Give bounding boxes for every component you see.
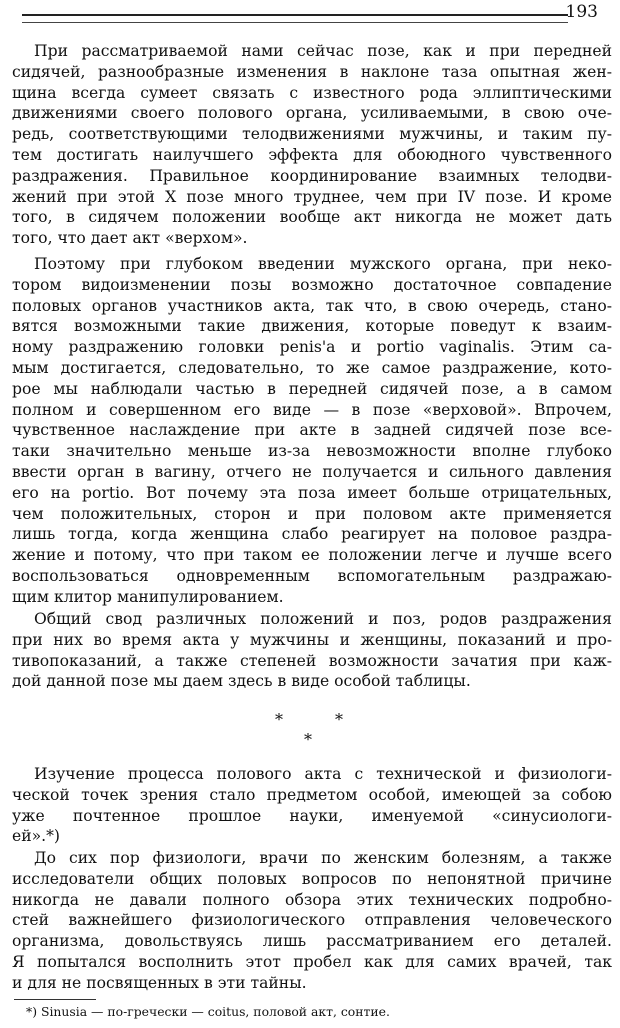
text-line: движениями своего полового органа, усиливаемыми, в свою оче- — [12, 104, 612, 123]
text-line: щина всегда сумеет связать с известного рода эллиптическими — [12, 83, 612, 102]
text-line: исследователи общих половых вопросов по непонятной причине — [12, 869, 612, 888]
text-line: чувственное наслаждение при акте в задней сидячей позе все- — [12, 421, 612, 440]
text-line: того, что дает акт «верхом». — [12, 229, 248, 248]
text-line: Поэтому при глубоком введении мужского органа, при неко- — [34, 255, 612, 273]
text-line: чем положительных, сторон и при половом акте применяется — [12, 504, 612, 523]
header-rule — [22, 14, 568, 16]
text-line: воспользоваться одновременным вспомогательным раздражаю- — [12, 566, 612, 585]
text-line: тем достигать наилучшего эффекта для обоюдного чувственного — [12, 145, 612, 164]
text-line: раздражения. Правильное координирование взаимных телодви- — [12, 166, 612, 185]
text-line: ному раздражению головки penis'а и portio vaginalis. Этим са- — [12, 338, 612, 357]
header-rule-thin — [22, 22, 568, 23]
text-line: жение и потому, что при таком ее положении легче и лучше всего — [12, 546, 612, 565]
footnote: *) Sinusia — по-гречески — coitus, половой акт, сонтие. — [26, 1004, 390, 1019]
text-line: полном и совершенном его виде — в позе «верховой». Впрочем, — [12, 400, 612, 419]
text-line: ввести орган в вагину, отчего не получается и сильного давления — [12, 462, 612, 481]
text-line: тором видоизменении позы возможно достаточное совпадение — [12, 275, 612, 294]
paragraph-2 — [12, 254, 612, 608]
text-line: стей важнейшего физиологического отправления человеческого — [12, 911, 612, 930]
text-line: уже почтенное прошлое науки, именуемой «синусиологи- — [12, 806, 612, 825]
text-line: никогда не давали полного обзора этих технических подробно- — [12, 890, 612, 909]
asterisk: * — [275, 710, 283, 729]
paragraph-5 — [12, 848, 612, 994]
asterisk: * — [304, 730, 312, 749]
text-line: Изучение процесса полового акта с технической и физиологи- — [34, 765, 612, 783]
text-line: того, в сидячем положении вообще акт никогда не может дать — [12, 208, 612, 227]
text-line: при них во время акта у мужчины и женщины, показаний и про- — [12, 630, 612, 649]
text-line: жений при этой X позе много труднее, чем при IV позе. И кроме — [12, 187, 612, 206]
text-line: ческой точек зрения стало предметом особой, имеющей за собою — [12, 785, 612, 804]
text-line: рое мы наблюдали частью в передней сидячей позе, а в самом — [12, 379, 612, 398]
page-number: 193 — [565, 2, 598, 22]
text-line: таки значительно меньше из-за невозможности вполне глубоко — [12, 442, 612, 461]
text-line: лишь тогда, когда женщина слабо реагирует на половое раздра- — [12, 525, 612, 544]
paragraph-3 — [12, 609, 612, 692]
text-line: При рассматриваемой нами сейчас позе, как и при передней — [34, 42, 612, 60]
text-line: ей».*) — [12, 827, 60, 846]
section-break — [0, 710, 620, 750]
text-line: его на portio. Вот почему эта поза имеет больше отрицательных, — [12, 483, 612, 502]
text-line: щим клитор манипулированием. — [12, 587, 284, 606]
text-line: половых органов участников акта, так что, в свою очередь, стано- — [12, 296, 612, 315]
text-line: и для не посвященных в эти тайны. — [12, 973, 307, 992]
text-line: тивопоказаний, а также степеней возможности зачатия при каж- — [12, 651, 612, 670]
text-line: мым достигается, следовательно, то же самое раздражение, кото- — [12, 358, 612, 377]
text-line: редь, соответствующими телодвижениями мужчины, и таким пу- — [12, 125, 612, 144]
text-line: организма, довольствуясь лишь рассматриванием его деталей. — [12, 932, 612, 951]
text-line: Общий свод различных положений и поз, родов раздражения — [34, 610, 612, 628]
paragraph-1 — [12, 41, 612, 249]
text-line: сидячей, разнообразные изменения в наклоне таза опытная жен- — [12, 62, 612, 81]
footnote-rule — [14, 999, 96, 1000]
text-line: До сих пор физиологи, врачи по женским болезням, а также — [34, 849, 612, 867]
text-line: Я попытался восполнить этот пробел как для самих врачей, так — [12, 952, 612, 971]
paragraph-4 — [12, 764, 612, 847]
text-line: дой данной позе мы даем здесь в виде особой таблицы. — [12, 672, 471, 691]
asterisk: * — [335, 710, 343, 729]
text-line: вятся возможными такие движения, которые поведут к взаим- — [12, 317, 612, 336]
